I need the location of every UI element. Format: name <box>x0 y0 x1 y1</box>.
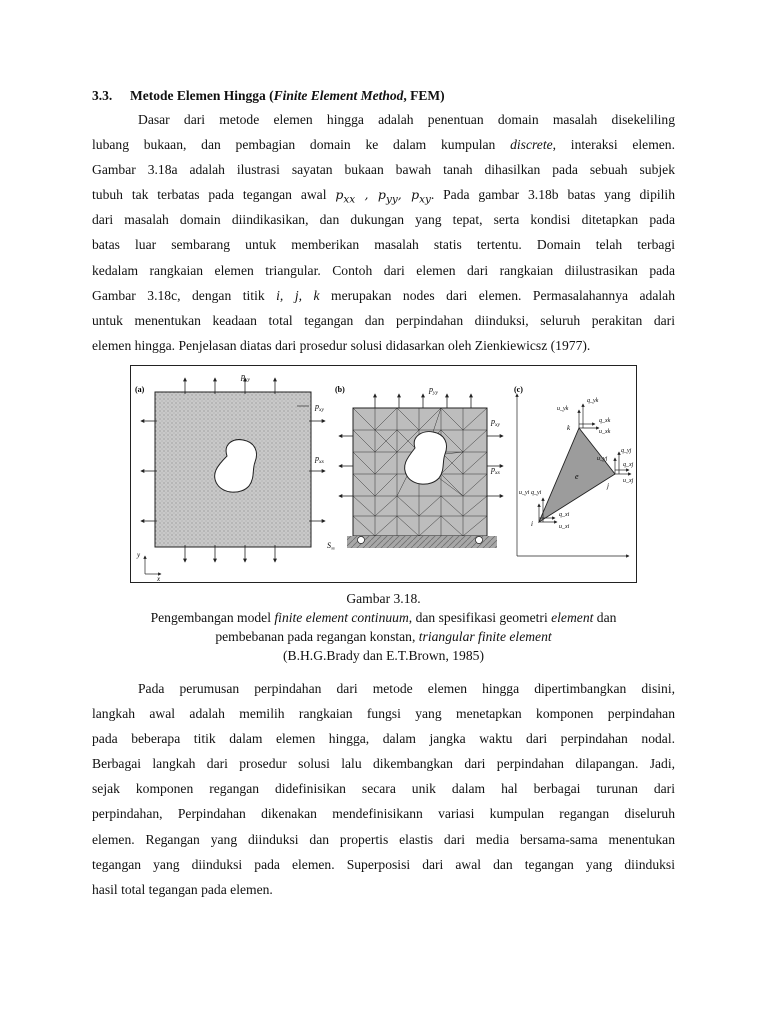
paragraph-line: kedalam rangkaian elemen triangular. Contoh dari elemen dari rangkaian diilustrasikan pada <box>92 262 675 278</box>
paragraph-line: perpindahan, Perpindahan dikenakan mendefinisikann variasi kumpulan regangan diseluruh <box>92 806 675 822</box>
paragraph-line: untuk menentukan keadaan total tegangan dan perpindahan diinduksi, seluruh perakitan dari <box>92 312 675 328</box>
roller-support <box>476 537 483 544</box>
paragraph-line: sejak komponen regangan didefinisikan secara unik dalam hal berbagai turunan dari <box>92 781 675 797</box>
figure-3-18 <box>130 365 637 583</box>
label-s-inf: $S_\infty$ <box>327 541 335 552</box>
paragraph-line: Pada perumusan perpindahan dari metode elemen hingga dipertimbangkan disini, <box>138 681 675 696</box>
element-label: e <box>575 472 579 481</box>
panel-label-c: (c) <box>514 385 523 394</box>
paragraph-line: lubang bukaan, dan pembagian domain ke dalam kumpulan discrete, interaksi elemen. <box>92 137 675 153</box>
axis-y-label: y <box>137 551 141 559</box>
node-label-j: j <box>607 482 609 490</box>
label-pxy-b: $p_{xy}$ <box>491 417 500 428</box>
section-title-em: Finite Element Method <box>273 88 404 103</box>
paragraph-line: dari masalah domain diindikasikan, dan dukungan yang tepat, serta kondisi ditetapkan pada <box>92 212 675 228</box>
paragraph-line: Gambar 3.18a adalah ilustrasi sayatan bukaan bawah tanah dihasilkan pada sebuah subjek <box>92 162 675 178</box>
section-title-post: , FEM) <box>403 88 445 103</box>
figure-caption-title: Gambar 3.18. <box>346 591 421 606</box>
label-qxj: q_xj <box>623 462 634 468</box>
section-number: 3.3. <box>92 88 113 103</box>
paragraph-line: tubuh tak terbatas pada tegangan awal $p_{xx}$ , $p_{yy}$, $p_{xy}$. Pada gambar 3.18b batas yang dipilih <box>92 187 675 206</box>
paragraph-formulation <box>92 676 675 902</box>
panel-label-b: (b) <box>335 385 345 394</box>
figure-caption-source: (B.H.G.Brady dan E.T.Brown, 1985) <box>283 648 484 663</box>
paragraph-line: Gambar 3.18c, dengan titik i, j, k merupakan nodes dari elemen. Permasalahannya adalah <box>92 287 675 303</box>
label-qyj: q_yj <box>621 448 632 454</box>
label-uyk: u_yk <box>557 406 569 412</box>
section-title-pre: Metode Elemen Hingga ( <box>130 88 274 103</box>
node-label-i: i <box>531 520 533 528</box>
label-pxx-b: $p_{xx}$ <box>491 465 500 476</box>
paragraph-line: Dasar dari metode elemen hingga adalah penentuan domain masalah disekeliling <box>138 112 675 127</box>
paragraph-intro <box>92 107 675 358</box>
paragraph-line: pada beberapa titik dalam elemen hingga, dalam jangka waktu dari perpindahan nodal. <box>92 731 675 747</box>
paragraph-line: hasil total tegangan pada elemen. <box>92 881 273 897</box>
axis-x-label: x <box>157 575 161 582</box>
paragraph-line: tegangan yang diinduksi pada elemen. Superposisi dari awal dan tegangan yang diinduksi <box>92 856 675 872</box>
label-uxi: u_xi <box>559 524 570 530</box>
label-pyy-b: $p_{yy}$ <box>429 385 438 396</box>
node-label-k: k <box>567 424 571 432</box>
label-qyi: q_yi <box>531 490 542 496</box>
paragraph-line: Berbagai langkah dari prosedur solusi lalu dikembangkan dari perpindahan dilapangan. Jadi, <box>92 756 675 772</box>
label-uxk: u_xk <box>599 429 611 435</box>
panel-label-a: (a) <box>135 385 145 394</box>
paragraph-line: batas luar sembarang untuk memberikan masalah statis tertentu. Domain telah terbagi <box>92 237 675 253</box>
figure-caption-line: pembebanan pada regangan konstan, triangular finite element <box>215 629 552 644</box>
label-qxi: q_xi <box>559 512 570 518</box>
panel-c <box>517 394 634 556</box>
label-qxk: q_xk <box>599 418 611 424</box>
label-uxj: u_xj <box>623 478 634 484</box>
paragraph-line: langkah awal adalah memilih rangkaian fungsi yang menetapkan komponen perpindahan <box>92 706 675 722</box>
roller-support <box>358 537 365 544</box>
panel-b <box>327 385 503 552</box>
label-qyk: q_yk <box>587 398 599 404</box>
label-uyi: u_yi <box>519 490 530 496</box>
label-pxy-a: $p_{xy}$ <box>315 402 324 413</box>
paragraph-line: elemen. Regangan yang diinduksi dan propertis elastis dari media bersama-sama menentukan <box>92 831 675 847</box>
label-pyy-a: $p_{yy}$ <box>241 372 250 383</box>
panel-a <box>136 372 325 582</box>
figure-caption-line: Pengembangan model finite element continuum, dan spesifikasi geometri element dan <box>150 610 617 625</box>
label-uyj: u_yj <box>597 456 608 462</box>
paragraph-line: elemen hingga. Penjelasan diatas dari prosedur solusi didasarkan oleh Zienkiewicsz (1977). <box>92 337 591 353</box>
label-pxx-a: $p_{xx}$ <box>315 454 324 465</box>
section-heading <box>92 88 445 104</box>
stress-symbols: $p_{xx}$ , $p_{yy}$, $p_{xy}$ <box>335 187 431 206</box>
